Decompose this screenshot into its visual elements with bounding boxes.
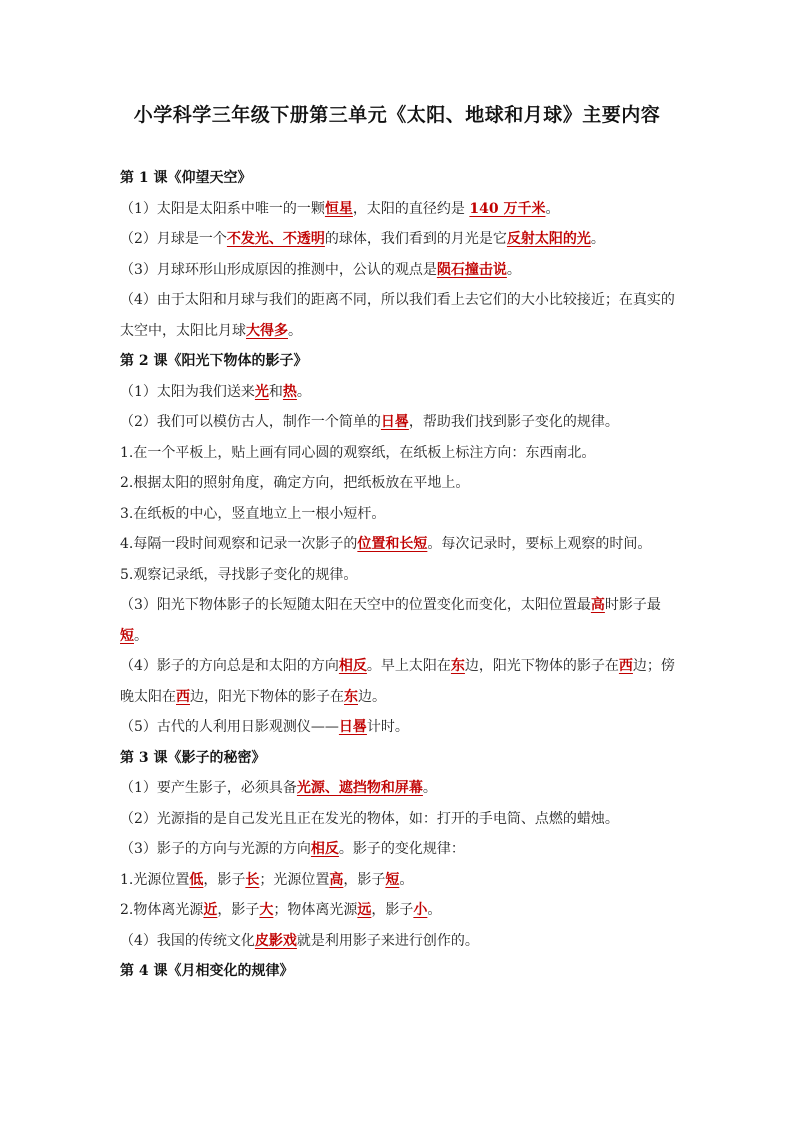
lesson-paragraph (120, 499, 680, 530)
key-term: 光源、遮挡物和屏幕 (296, 780, 423, 796)
paragraph-text: 的球体，我们看到的月光是它 (324, 231, 507, 247)
paragraph-text: ；物体离光源 (273, 902, 358, 918)
key-term: 小 (413, 902, 428, 918)
key-term: 陨石撞击说 (436, 261, 507, 278)
paragraph-text: 。 (296, 383, 311, 400)
lesson-paragraph (120, 285, 680, 346)
key-term: 光 (254, 383, 269, 400)
paragraph-text: 时影子最 (604, 597, 661, 613)
paragraph-text: （1）要产生影子，必须具备 (120, 780, 297, 796)
lesson-paragraph (120, 926, 680, 957)
paragraph-text: （1）太阳是太阳系中唯一的一颗 (120, 200, 325, 217)
paragraph-text: 。 (545, 200, 560, 217)
lesson-paragraph (120, 438, 680, 469)
paragraph-text: （2）我们可以模仿古人，制作一个简单的 (120, 414, 381, 430)
paragraph-text: （3）影子的方向与光源的方向 (120, 841, 311, 857)
paragraph-text: 。 (422, 780, 437, 796)
key-term: 远 (357, 902, 372, 918)
key-term: 位置和长短 (357, 536, 428, 552)
key-term: 东 (344, 688, 358, 705)
lesson-paragraph (120, 468, 680, 499)
paragraph-text: 和 (268, 383, 283, 400)
lesson-paragraph (120, 377, 680, 408)
paragraph-text: 1.在一个平板上，贴上画有同心圆的观察纸，在纸板上标注方向：东西南北。 (120, 444, 596, 461)
paragraph-text: 。 (288, 322, 302, 339)
lesson-paragraph (120, 224, 680, 255)
paragraph-text: 4.每隔一段时间观察和记录一次影子的 (120, 536, 358, 552)
lesson-paragraph (120, 712, 680, 743)
paragraph-text: 2.物体离光源 (120, 902, 204, 918)
lesson-paragraph (120, 194, 680, 225)
lesson-paragraph (120, 651, 680, 712)
paragraph-text: （3）月球环形山形成原因的推测中，公认的观点是 (120, 261, 437, 278)
paragraph-text: 。 (134, 627, 148, 644)
paragraph-text: （4）由于太阳和月球与我们的距离不同，所以我们看上去它们的大小比较接近；在真实的太空中，太阳比月球 (120, 292, 675, 339)
lesson-paragraph (120, 407, 680, 438)
lesson-paragraph (120, 590, 680, 651)
paragraph-text: 3.在纸板的中心，竖直地立上一根小短杆。 (120, 505, 386, 522)
lesson-paragraph (120, 804, 680, 835)
key-term: 日晷 (380, 414, 409, 430)
key-term: 恒星 (324, 200, 353, 217)
paragraph-text: （5）古代的人利用日影观测仪—— (120, 719, 339, 735)
document-body (120, 163, 680, 987)
lesson-paragraph (120, 834, 680, 865)
paragraph-text: 边，阳光下物体的影子在 (464, 658, 619, 674)
paragraph-text: （2）月球是一个 (120, 231, 227, 247)
paragraph-text: 。 (427, 902, 442, 918)
paragraph-text: （4）影子的方向总是和太阳的方向 (120, 658, 339, 674)
paragraph-text: 边。 (358, 688, 386, 705)
key-term: 反射太阳的光 (506, 231, 591, 247)
paragraph-text: 计时。 (366, 719, 409, 735)
paragraph-text: ，太阳的直径约是 (352, 200, 470, 217)
key-term: 短 (385, 871, 400, 888)
document-title: 小学科学三年级下册第三单元《太阳、地球和月球》主要内容 (133, 104, 661, 126)
paragraph-text: ，影子 (217, 902, 260, 918)
key-term: 短 (120, 627, 134, 644)
paragraph-text: ，影子 (343, 871, 386, 888)
paragraph-text: 。早上太阳在 (366, 658, 451, 674)
key-term: 不发光、不透明 (226, 231, 325, 247)
key-term: 相反 (310, 841, 339, 857)
key-term: 日晷 (338, 719, 367, 735)
key-term: 高 (590, 597, 605, 613)
key-term: 西 (176, 688, 190, 705)
lesson-heading: 第 1 课《仰望天空》 (120, 170, 252, 186)
paragraph-text: ，帮助我们找到影子变化的规律。 (408, 414, 619, 430)
key-term: 大 (259, 902, 274, 918)
lesson-paragraph (120, 865, 680, 896)
key-term: 高 (329, 871, 344, 888)
key-term: 低 (189, 871, 204, 888)
key-term: 皮影戏 (254, 932, 297, 949)
paragraph-text: 就是利用影子来进行创作的。 (296, 932, 479, 949)
lesson-heading: 第 4 课《月相变化的规律》 (120, 963, 294, 979)
lesson-heading: 第 3 课《影子的秘密》 (120, 749, 266, 766)
key-term: 东 (450, 658, 465, 674)
lesson-heading: 第 2 课《阳光下物体的影子》 (120, 353, 308, 369)
paragraph-text: （1）太阳为我们送来 (120, 383, 255, 400)
key-term: 长 (245, 871, 260, 888)
paragraph-text: 2.根据太阳的照射角度，确定方向，把纸板放在平地上。 (120, 475, 470, 491)
paragraph-text: ，影子 (371, 902, 414, 918)
lesson-paragraph (120, 895, 680, 926)
paragraph-text: 。 (399, 871, 414, 888)
paragraph-text: 边，阳光下物体的影子在 (190, 688, 344, 705)
paragraph-text: （3）阳光下物体影子的长短随太阳在天空中的位置变化而变化，太阳位置最 (120, 597, 591, 613)
paragraph-text: ；光源位置 (259, 871, 330, 888)
paragraph-text: 。影子的变化规律： (338, 841, 465, 857)
paragraph-text: （2）光源指的是自己发光且正在发光的物体，如：打开的手电筒、点燃的蜡烛。 (120, 810, 619, 827)
paragraph-text: ，影子 (203, 871, 246, 888)
lesson-paragraph (120, 560, 680, 591)
lesson-paragraph (120, 255, 680, 286)
key-term: 140 万千米 (469, 200, 546, 217)
lesson-paragraph (120, 773, 680, 804)
key-term: 近 (203, 902, 218, 918)
paragraph-text: （4）我国的传统文化 (120, 932, 255, 949)
key-term: 热 (282, 383, 297, 400)
paragraph-text: 。每次记录时，要标上观察的时间。 (427, 536, 652, 552)
paragraph-text: 。 (506, 261, 521, 278)
paragraph-text: 1.光源位置 (120, 871, 190, 888)
paragraph-text: 。 (590, 231, 605, 247)
paragraph-text: 5.观察记录纸，寻找影子变化的规律。 (120, 566, 358, 583)
key-term: 大得多 (246, 322, 288, 339)
key-term: 相反 (338, 658, 367, 674)
key-term: 西 (618, 658, 633, 674)
lesson-paragraph (120, 529, 680, 560)
paragraph-text: 边；傍晚太阳在 (120, 658, 675, 705)
